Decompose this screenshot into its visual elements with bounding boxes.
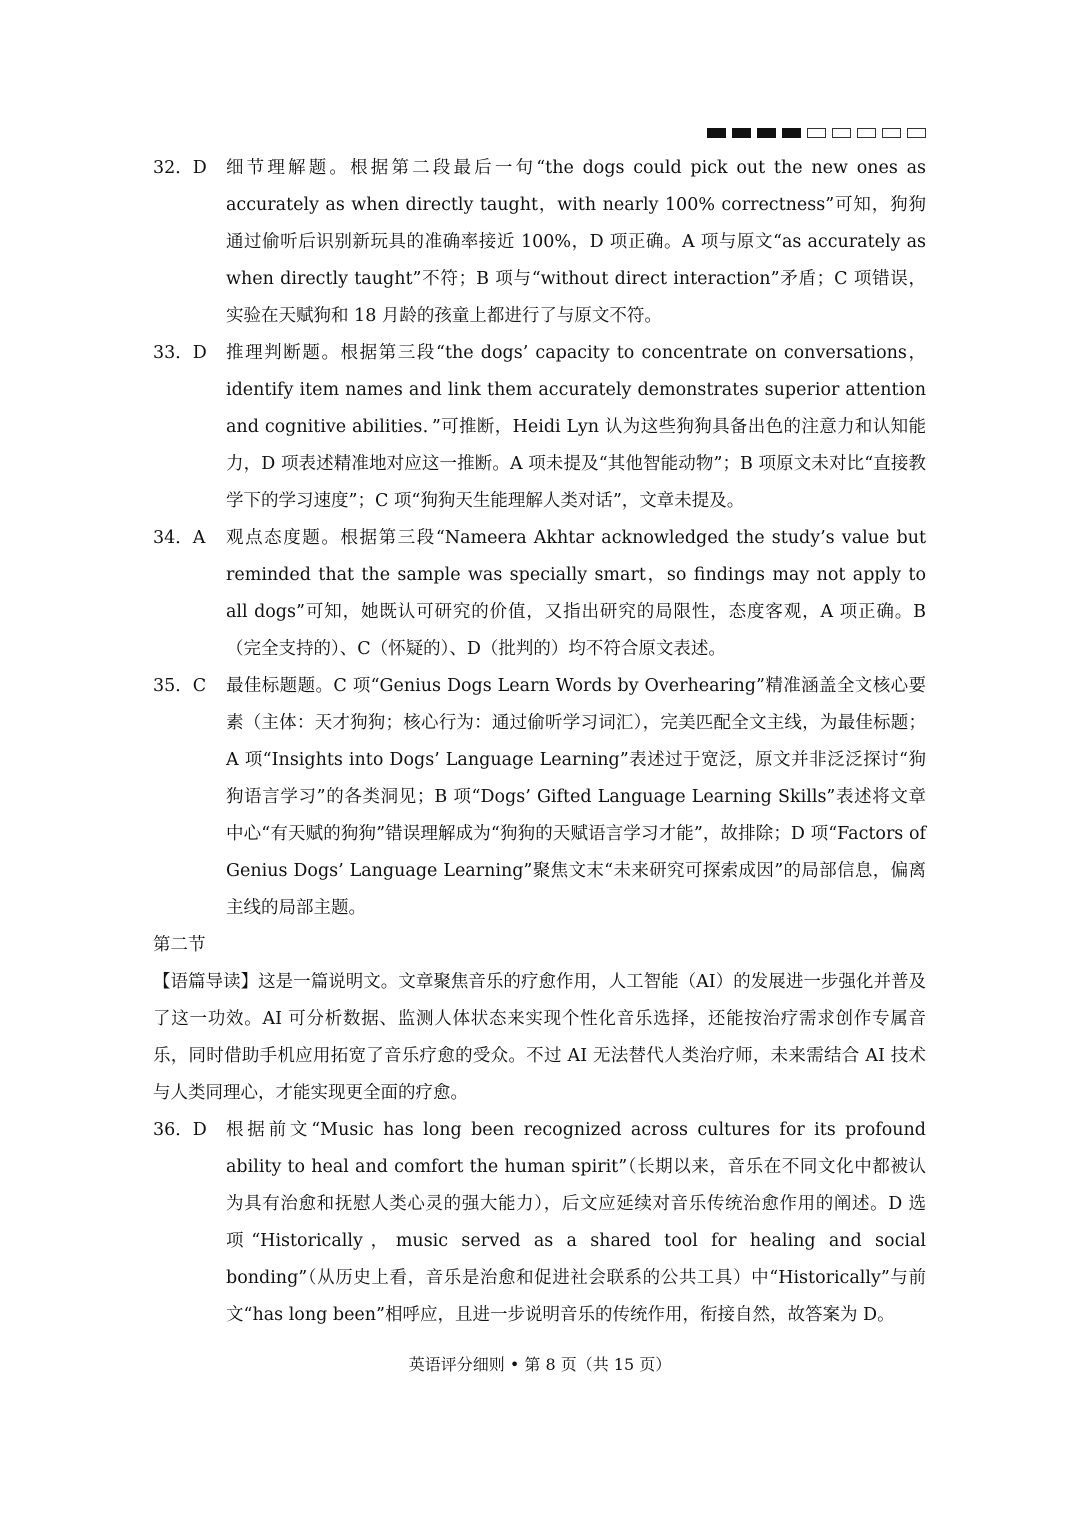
answer-item-35 — [153, 668, 926, 927]
question-number: 33．D — [153, 343, 207, 363]
explanation-text: 最佳标题题。C 项“Genius Dogs Learn Words by Overhearing”精准涵盖全文核心要素（主体：天才狗狗；核心行为：通过偷听学习词汇），完美匹配全文主线，为最佳标题；A 项“Insights into Dogs’ Language Learning”表述过于宽泛，原文并非泛泛探讨“狗狗语言学习”的各类洞见；B 项“Dogs’ Gifted Language Learning Skills”表述将文章中心“有天赋的狗狗”错误理解成为“狗狗的天赋语言学习才能”，故排除；D 项“Factors of Genius Dogs’ Language Learning”聚焦文末“未来研究可探索成因”的局部信息，偏离主线的局部主题。 — [226, 676, 926, 918]
progress-cell-empty — [857, 128, 876, 138]
progress-cell-filled — [782, 128, 801, 138]
question-number: 32．D — [153, 158, 207, 178]
question-number: 34．A — [153, 528, 206, 548]
answer-explanations — [153, 150, 926, 1334]
progress-cell-empty — [882, 128, 901, 138]
page-footer: 英语评分细则 • 第 8 页（共 15 页） — [408, 1355, 672, 1374]
question-number: 35．C — [153, 676, 207, 696]
explanation-text: 观点态度题。根据第三段“Nameera Akhtar acknowledged the study’s value but reminded that the sample was specially smart，so findings may not apply to all dogs”可知，她既认可研究的价值，又指出研究的局限性，态度客观，A 项正确。B（完全支持的）、C（怀疑的）、D（批判的）均不符合原文表述。 — [226, 528, 926, 659]
explanation-text: 细节理解题。根据第二段最后一句“the dogs could pick out the new ones as accurately as when directly taught，with nearly 100% correctness”可知，狗狗通过偷听后识别新玩具的准确率接近 100%，D 项正确。A 项与原文“as accurately as when directly taught”不符；B 项与“without direct interaction”矛盾；C 项错误，实验在天赋狗和 18 月龄的孩童上都进行了与原文不符。 — [226, 158, 926, 326]
progress-cell-filled — [732, 128, 751, 138]
answer-item-32 — [153, 150, 926, 335]
answer-item-33 — [153, 335, 926, 520]
progress-cell-empty — [907, 128, 926, 138]
explanation-text: 推理判断题。根据第三段“the dogs’ capacity to concentrate on conversations，identify item names and link them accurately demonstrates superior attention and cognitive abilities．”可推断，Heidi Lyn 认为这些狗狗具备出色的注意力和认知能力，D 项表述精准地对应这一推断。A 项未提及“其他智能动物”；B 项原文未对比“直接教学下的学习速度”；C 项“狗狗天生能理解人类对话”，文章未提及。 — [226, 343, 926, 511]
progress-cell-filled — [707, 128, 726, 138]
explanation-text: 根据前文“Music has long been recognized across cultures for its profound ability to heal and comfort the human spirit”（长期以来，音乐在不同文化中都被认为具有治愈和抚慰人类心灵的强大能力），后文应延续对音乐传统治愈作用的阐述。D 选项“Historically，music served as a shared tool for healing and social bonding”（从历史上看，音乐是治愈和促进社会联系的公共工具）中“Historically”与前文“has long been”相呼应，且进一步说明音乐的传统作用，衔接自然，故答案为 D。 — [226, 1120, 926, 1325]
question-number: 36．D — [153, 1120, 207, 1140]
answer-item-36 — [153, 1112, 926, 1334]
passage-intro: 【语篇导读】这是一篇说明文。文章聚焦音乐的疗愈作用，人工智能（AI）的发展进一步强化并普及了这一功效。AI 可分析数据、监测人体状态来实现个性化音乐选择，还能按治疗需求创作专属音乐，同时借助手机应用拓宽了音乐疗愈的受众。不过 AI 无法替代人类治疗师，未来需结合 AI 技术与人类同理心，才能实现更全面的疗愈。 — [153, 972, 926, 1103]
progress-cell-filled — [757, 128, 776, 138]
progress-cell-empty — [807, 128, 826, 138]
section-title: 第二节 — [153, 935, 206, 955]
answer-item-34 — [153, 520, 926, 668]
progress-cell-empty — [832, 128, 851, 138]
page-progress-indicator — [707, 128, 926, 138]
